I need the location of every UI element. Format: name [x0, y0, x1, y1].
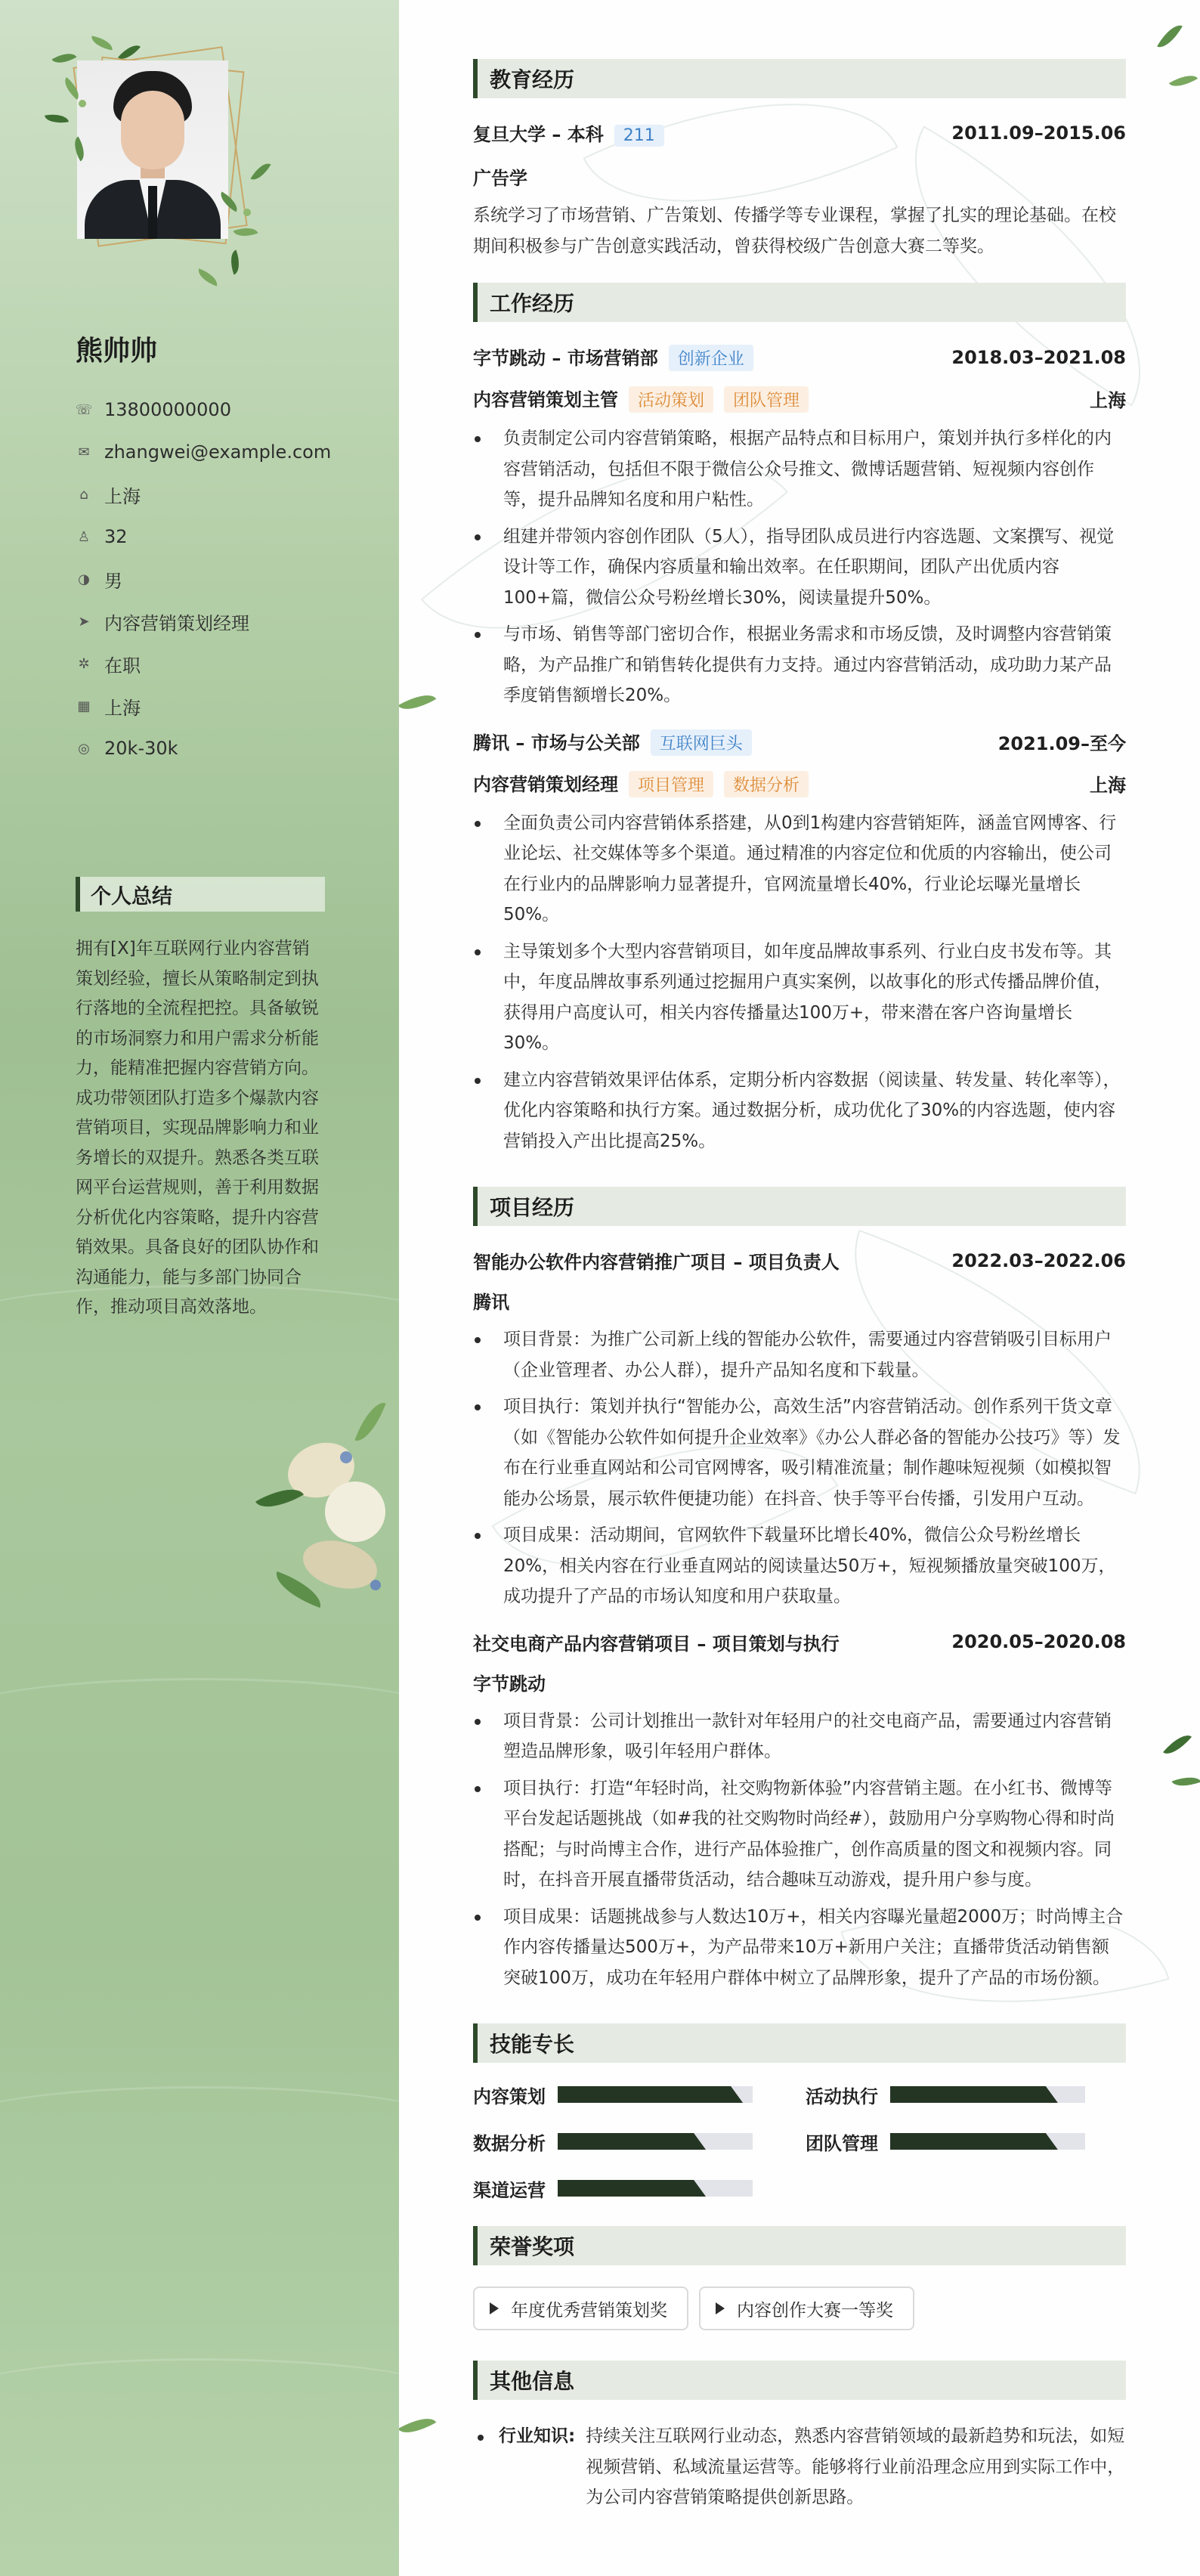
award-badge [699, 2287, 914, 2330]
project-bullets [473, 1706, 1126, 1994]
leaf-icon [399, 687, 436, 717]
project-name: 社交电商产品内容营销项目 – 项目策划与执行 [473, 1633, 840, 1655]
work-heading: 工作经历 [473, 283, 1126, 322]
leaf-icon [250, 159, 271, 184]
other-heading: 其他信息 [473, 2361, 1126, 2400]
job-skill-tag: 团队管理 [724, 386, 809, 413]
info-text: 男 [104, 570, 122, 592]
project-org: 字节跳动 [473, 1673, 546, 1695]
skill-name: 内容策划 [473, 2085, 546, 2107]
avatar [45, 30, 272, 302]
texture-line [0, 1678, 399, 1748]
job-org-line [473, 343, 753, 371]
berry-icon [243, 209, 251, 216]
list-item: 项目背景：为推广公司新上线的智能办公软件，需要通过内容营销吸引目标用户（企业管理者、办公人群），提升产品知名度和下载量。 [473, 1324, 1126, 1386]
education-tag: 211 [614, 125, 664, 147]
list-item: 主导策划多个大型内容营销项目，如年度品牌故事系列、行业白皮书发布等。其中，年度品牌故事系列通过挖掘用户真实案例，以故事化的形式传播品牌价值，获得用户高度认可，相关内容传播量达100万+，带来潜在客户咨询量增长30%。 [473, 937, 1126, 1059]
awards-heading: 荣誉奖项 [473, 2226, 1126, 2265]
project-item [473, 1629, 1126, 1994]
list-item: 建立内容营销效果评估体系，定期分析内容数据（阅读量、转发量、转化率等），优化内容策略和执行方案。通过数据分析，成功优化了30%的内容选题，使内容营销投入产出比提高25%。 [473, 1065, 1126, 1157]
skill-name: 活动执行 [806, 2085, 878, 2107]
job-bullets [473, 423, 1126, 711]
play-icon [716, 2302, 725, 2314]
list-item: 项目成果：活动期间，官网软件下载量环比增长40%，微信公众号粉丝增长20%，相关内容在行业垂直网站的阅读量达50万+，短视频播放量突破100万，成功提升了产品的市场认知度和用户获取量。 [473, 1520, 1126, 1612]
education-header-row [473, 119, 1126, 147]
leaf-icon [52, 48, 77, 68]
job-skill-tag: 项目管理 [629, 771, 713, 797]
skill-bar [558, 2180, 753, 2197]
berry-icon [79, 100, 86, 107]
leaf-icon [1157, 20, 1183, 53]
info-position [76, 600, 378, 642]
projects-heading: 项目经历 [473, 1187, 1126, 1226]
job-item [473, 728, 1126, 1157]
list-item: 项目执行：打造“年轻时尚，社交购物新体验”内容营销主题。在小红书、微博等平台发起话题挑战（如#我的社交购物时尚经#），鼓励用户分享购物心得和时尚搭配；与时尚博主合作，进行产品体验推广，创作高质量的图文和视频内容。同时，在抖音开展直播带货活动，结合趣味互动游戏，提升用户参与度。 [473, 1773, 1126, 1896]
skill-bar [558, 2133, 753, 2150]
skill-name: 数据分析 [473, 2132, 546, 2154]
skills-heading: 技能专长 [473, 2023, 1126, 2063]
skills-section [473, 2023, 1126, 2200]
info-salary [76, 727, 378, 769]
texture-line [0, 2086, 399, 2156]
info-text: 20k-30k [104, 738, 178, 759]
play-icon [490, 2302, 499, 2314]
skills-grid [473, 2082, 1126, 2200]
other-label: 行业知识: [499, 2426, 576, 2446]
other-item [473, 2421, 1126, 2513]
sidebar [0, 0, 399, 2576]
project-date: 2022.03–2022.06 [951, 1249, 1126, 1271]
info-city [76, 685, 378, 727]
job-tag: 互联网巨头 [651, 729, 752, 756]
job-bullets [473, 808, 1126, 1157]
projects-section [473, 1187, 1126, 1993]
list-item: 项目成果：话题挑战参与人数达10万+，相关内容曝光量超2000万；时尚博主合作内容传播量达500万+，为产品带来10万+新用户关注；直播带货活动销售额突破100万，成功在年轻用户群体中树立了品牌形象，提升了产品的市场份额。 [473, 1902, 1126, 1994]
leaf-icon [1169, 70, 1198, 92]
bullet-dot [478, 2435, 484, 2441]
project-header-row [473, 1247, 1126, 1274]
main-content [399, 0, 1200, 2576]
job-role-line [473, 769, 809, 797]
skill-bar-fill [558, 2133, 706, 2150]
award-label: 年度优秀营销策划奖 [511, 2300, 667, 2321]
flower-icon [325, 1482, 385, 1542]
list-item: 负责制定公司内容营销策略，根据产品特点和目标用户，策划并执行多样化的内容营销活动，包括但不限于微信公众号推文、微博话题营销、短视频内容创作等，提升品牌知名度和用户粘性。 [473, 423, 1126, 516]
gender-icon: ◑ [78, 571, 90, 587]
education-school: 复旦大学 – 本科 [473, 124, 604, 145]
summary-text: 拥有[X]年互联网行业内容营销策划经验，擅长从策略制定到执行落地的全流程把控。具备敏锐的市场洞察力和用户需求分析能力，能精准把握内容营销方向。成功带领团队打造多个爆款内容营销项目，实现品牌影响力和业务增长的双提升。熟悉各类互联网平台运营规则，善于利用数据分析优化内容策略，提升内容营销效果。具备良好的团队协作和沟通能力，能与多部门协同合作，推动项目高效落地。 [76, 939, 319, 1317]
leaf-icon [90, 36, 114, 51]
skill-item [806, 2129, 1126, 2153]
project-header-row [473, 1629, 1126, 1655]
position-icon: ➤ [78, 613, 90, 630]
job-skill-tag: 数据分析 [724, 771, 809, 797]
job-role-line [473, 385, 809, 413]
info-text: 上海 [104, 697, 141, 719]
award-badge [473, 2287, 688, 2330]
other-text: 持续关注互联网行业动态，熟悉内容营销领域的最新趋势和玩法，如短视频营销、私域流量运营等。能够将行业前沿理念应用到实际工作中，为公司内容营销策略提供创新思路。 [586, 2426, 1125, 2507]
skill-bar-fill [558, 2180, 706, 2197]
project-date: 2020.05–2020.08 [951, 1631, 1126, 1652]
berry-icon [370, 1580, 381, 1590]
info-text: zhangwei@example.com [104, 441, 332, 463]
info-status [76, 642, 378, 685]
flower-icon [298, 1533, 382, 1596]
job-role: 内容营销策划经理 [473, 773, 618, 795]
education-desc: 系统学习了市场营销、广告策划、传播学等专业课程，掌握了扎实的理论基础。在校期间积极参与广告创意实践活动，曾获得校级广告创意大赛二等奖。 [473, 206, 1116, 256]
info-text: 内容营销策划经理 [104, 612, 249, 634]
profile-name: 熊帅帅 [76, 336, 158, 367]
skill-item [473, 2129, 806, 2153]
skill-name: 团队管理 [806, 2132, 878, 2154]
email-icon: ✉ [78, 444, 90, 460]
education-school-line [473, 119, 664, 147]
phone-icon: ☏ [75, 401, 93, 418]
skill-bar-fill [558, 2086, 743, 2103]
job-tag: 创新企业 [669, 345, 753, 371]
info-text: 13800000000 [104, 399, 231, 420]
work-section [473, 283, 1126, 1156]
job-date: 2018.03–2021.08 [951, 346, 1126, 368]
awards-list [473, 2287, 1126, 2330]
leaf-icon [399, 2410, 436, 2441]
info-location [76, 473, 378, 516]
info-text: 在职 [104, 655, 141, 677]
avatar-photo [77, 60, 228, 239]
resume-body [473, 59, 1126, 2513]
list-item: 与市场、销售等部门密切合作，根据业务需求和市场反馈，及时调整内容营销策略，为产品推广和销售转化提供有力支持。通过内容营销活动，成功助力某产品季度销售额增长20%。 [473, 619, 1126, 711]
skill-bar [890, 2086, 1085, 2103]
leaf-icon [1163, 1729, 1192, 1760]
info-text: 上海 [104, 485, 141, 507]
status-icon: ✲ [78, 655, 90, 672]
leaf-icon [196, 268, 221, 286]
job-skill-tag: 活动策划 [629, 386, 713, 413]
education-major: 广告学 [473, 168, 527, 189]
job-header-row [473, 728, 1126, 756]
info-text: 32 [104, 526, 128, 547]
education-heading: 教育经历 [473, 59, 1126, 98]
age-icon: ♙ [77, 528, 91, 545]
info-gender [76, 558, 378, 600]
other-section [473, 2361, 1126, 2513]
leaf-icon [45, 112, 69, 126]
list-item: 组建并带领内容创作团队（5人），指导团队成员进行内容选题、文案撰写、视觉设计等工作，确保内容质量和输出效率。在任职期间，团队产出优质内容100+篇，微信公众号粉丝增长30%，阅读量提升50%。 [473, 522, 1126, 614]
education-section [473, 59, 1126, 262]
berry-icon [340, 1451, 352, 1463]
job-header-row [473, 343, 1126, 371]
contact-info [76, 389, 378, 769]
job-city: 上海 [1090, 774, 1126, 796]
list-item: 项目背景：公司计划推出一款针对年轻用户的社交电商产品，需要通过内容营销塑造品牌形象，吸引年轻用户群体。 [473, 1706, 1126, 1767]
award-label: 内容创作大赛一等奖 [737, 2300, 893, 2321]
job-role-row [473, 385, 1126, 413]
skill-item [473, 2082, 806, 2107]
leaf-icon [226, 250, 243, 275]
project-bullets [473, 1324, 1126, 1612]
awards-section [473, 2226, 1126, 2330]
summary-heading: 个人总结 [76, 877, 325, 912]
skill-bar [890, 2133, 1085, 2150]
skill-bar-fill [890, 2133, 1058, 2150]
texture-line [0, 2358, 399, 2429]
info-phone [76, 389, 378, 431]
job-role-row [473, 769, 1126, 797]
job-item [473, 343, 1126, 711]
skill-item [806, 2082, 1126, 2107]
leaf-icon [354, 1398, 385, 1446]
job-role: 内容营销策划主管 [473, 389, 618, 410]
info-age [76, 516, 378, 558]
list-item: 项目执行：策划并执行“智能办公，高效生活”内容营销活动。创作系列干货文章（如《智能办公软件如何提升企业效率》《办公人群必备的智能办公技巧》等）发布在行业垂直网站和公司官网博客，吸引精准流量；制作趣味短视频（如模拟智能办公场景，展示软件便捷功能）在抖音、快手等平台传播，引发用户互动。 [473, 1392, 1126, 1514]
job-city: 上海 [1090, 390, 1126, 411]
job-org-line [473, 728, 752, 756]
job-date: 2021.09–至今 [997, 732, 1126, 754]
skill-name: 渠道运营 [473, 2179, 546, 2201]
list-item: 全面负责公司内容营销体系搭建，从0到1构建内容营销矩阵，涵盖官网博客、行业论坛、社交媒体等多个渠道。通过精准的内容定位和优质的内容输出，使公司在行业内的品牌影响力显著提升，官网流量增长40%，行业论坛曝光量增长50%。 [473, 808, 1126, 930]
salary-icon: ◎ [78, 740, 90, 757]
job-org: 字节跳动 – 市场营销部 [473, 348, 658, 369]
city-icon: ▦ [77, 698, 91, 714]
project-name: 智能办公软件内容营销推广项目 – 项目负责人 [473, 1252, 840, 1273]
skill-bar [558, 2086, 753, 2103]
job-org: 腾讯 – 市场与公关部 [473, 732, 640, 754]
project-org: 腾讯 [473, 1292, 509, 1313]
flower-decoration [257, 1398, 399, 1640]
leaf-icon [1172, 1772, 1200, 1791]
skill-item [473, 2176, 806, 2200]
education-date: 2011.09–2015.06 [951, 122, 1126, 144]
project-item [473, 1247, 1126, 1612]
info-email [76, 431, 378, 473]
home-icon: ⌂ [79, 486, 88, 503]
skill-bar-fill [890, 2086, 1058, 2103]
